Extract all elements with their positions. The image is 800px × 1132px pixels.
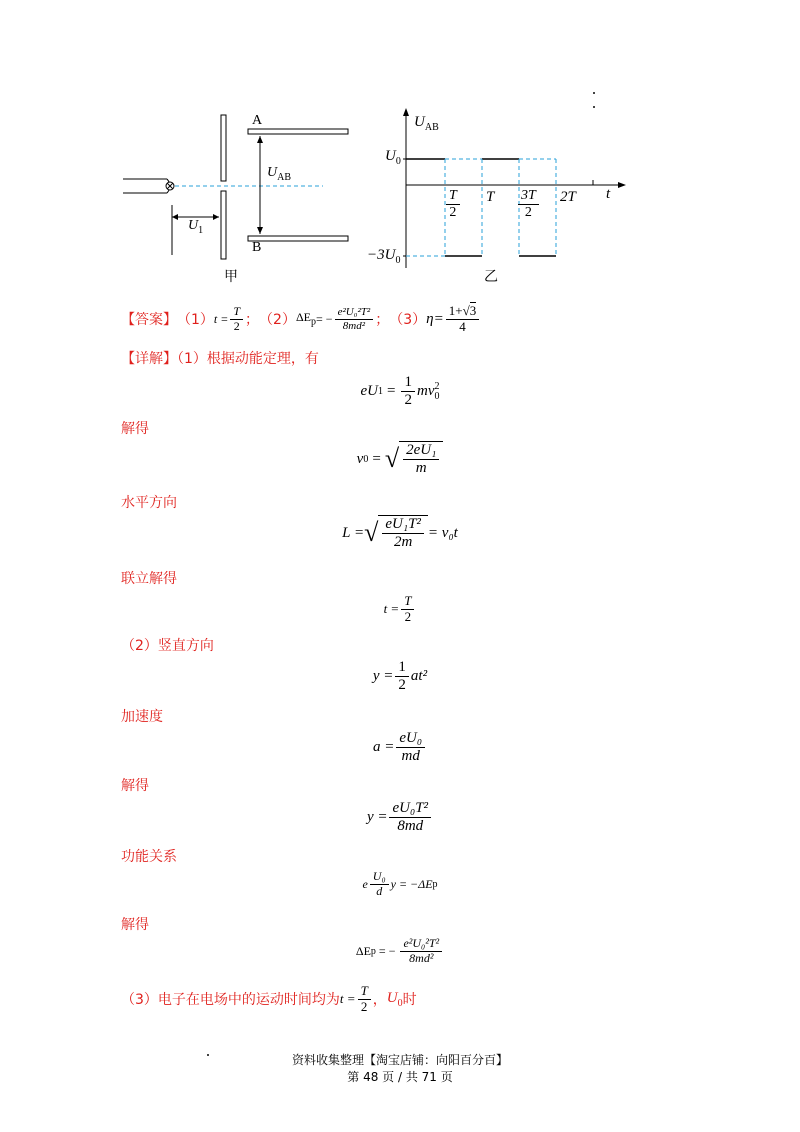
u1-label: $U_1$	[188, 218, 204, 236]
detail-intro: 【详解】（1）根据动能定理，有	[121, 351, 319, 367]
caption-right: 乙	[484, 269, 498, 285]
graph-y-label: $U_{AB}$	[414, 114, 439, 133]
tick-t-half: $\frac{T}{2}$	[444, 188, 462, 221]
footer-source: 资料收集整理【淘宝店铺：向阳百分百】	[291, 1053, 508, 1067]
equation-7: y = $\frac{\text{eU₀T²}}{8md}$	[0, 800, 800, 836]
plate-a-label: A	[252, 113, 263, 128]
equation-5: y = $\frac{1}{2}$ at²	[372, 659, 428, 694]
part3-text: （3）电子在电场中的运动时间均为	[121, 992, 340, 1008]
label-jiede-2: 解得	[121, 778, 149, 794]
graph-t-axis-label: t	[606, 186, 611, 202]
answer-sep2: ；	[375, 312, 390, 328]
graph-neg3u0-label: $-3U_0$	[367, 247, 401, 266]
label-shuiping: 水平方向	[121, 495, 177, 511]
answer-p1: （1）	[177, 312, 214, 328]
accel-plate-bottom	[221, 191, 226, 259]
answer-p1-frac: $\frac{T}{2}$	[230, 305, 243, 334]
answer-tag: 【答案】	[121, 312, 177, 328]
plate-a	[248, 129, 348, 134]
plate-b	[248, 236, 348, 241]
equation-6: a = $\frac{\text{eU₀}}{md}$	[0, 730, 800, 766]
tick-2t: 2T	[560, 189, 576, 205]
label-jiede-3: 解得	[121, 917, 149, 933]
graph-u0-label: $U_0$	[385, 148, 401, 167]
answer-p2: （2）	[259, 312, 296, 328]
stray-dot	[593, 92, 595, 94]
tick-t: T	[486, 189, 495, 205]
part3-shi: 时	[402, 992, 417, 1008]
figure-graph	[370, 108, 630, 268]
answer-p3-lhs: η=	[426, 310, 444, 327]
equation-1: eU 1 = $\frac{1}{2}$ mv 2 0	[360, 374, 440, 409]
equation-2: v 0 = √ $\frac{\text{2eU₁}}{m}$	[0, 441, 800, 478]
part3-frac: $\frac{T}{2}$	[358, 984, 371, 1015]
answer-p3: （3）	[389, 312, 427, 328]
label-shuzhi: （2）竖直方向	[121, 638, 214, 654]
answer-p1-lhs: t =	[213, 311, 229, 326]
tick-3t-half: $\frac{3T}{2}$	[516, 188, 541, 221]
label-gongneng: 功能关系	[121, 849, 177, 865]
accel-plate-top	[221, 115, 226, 181]
part3-comma: ，	[372, 992, 387, 1008]
uab-label-left: $U_{AB}$	[267, 165, 292, 183]
equation-9: ΔE p = − $\frac{\text{e²U₀²T²}}{\text{8md²}}$	[0, 937, 800, 966]
footer-page-number: 第 48 页 / 共 71 页	[347, 1070, 453, 1084]
equation-4: t = $\frac{T}{2}$	[0, 594, 800, 625]
label-jiasudu: 加速度	[121, 709, 163, 725]
caption-left: 甲	[224, 269, 238, 285]
answer-p3-frac: $\frac{1+√3}{4}$	[446, 304, 479, 335]
label-jiede-1: 解得	[121, 421, 149, 437]
label-lianli: 联立解得	[121, 571, 177, 587]
part3-line	[121, 982, 417, 1016]
answer-p2-lhs: $\Delta E_p$	[295, 310, 317, 328]
answer-p2-frac: $\frac{\text{e²U₀²T²}}{\text{8md²}}$	[335, 306, 374, 332]
part3-u0: $U_0$	[386, 989, 403, 1009]
part3-t: t =	[339, 991, 356, 1006]
answer-line	[121, 302, 481, 336]
figure-apparatus	[115, 105, 365, 295]
equation-3: L = √ $\frac{\text{eU₁T²}}{2m}$ = v₀t	[342, 516, 458, 551]
answer-p2-eq: = −	[316, 311, 333, 326]
plate-b-label: B	[252, 240, 262, 255]
answer-sep1: ；	[245, 312, 260, 328]
equation-8: e $\frac{\text{U₀}}{d}$ y = −ΔE p	[362, 869, 438, 898]
